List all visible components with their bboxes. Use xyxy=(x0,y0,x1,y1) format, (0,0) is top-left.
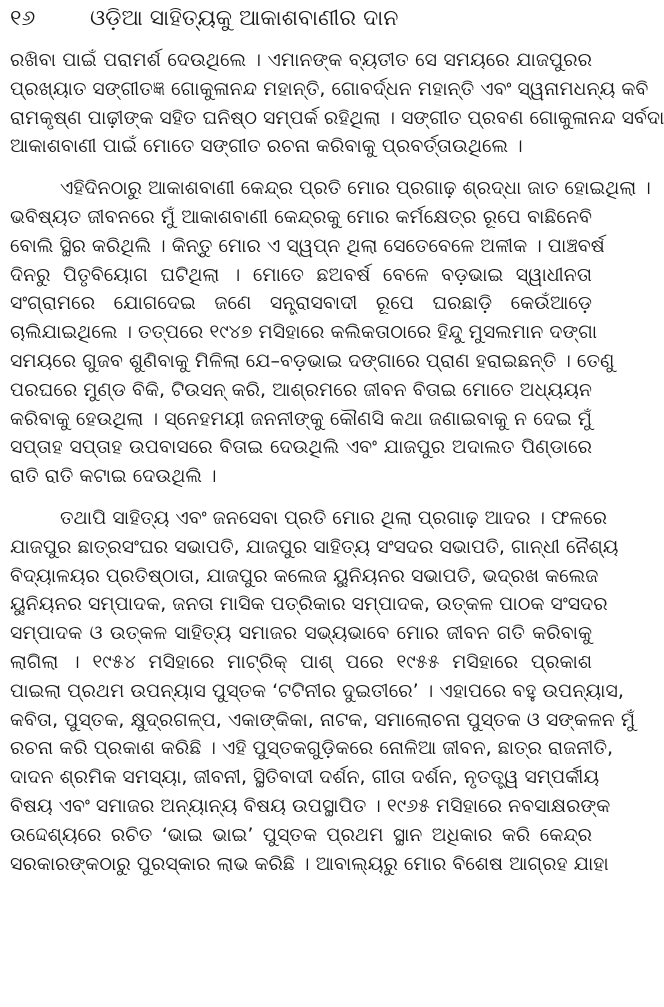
page-number: ୧୬ xyxy=(10,6,36,31)
text-line: କବିତା, ପୁସ୍ତକ, କ୍ଷୁଦ୍ରଗଳ୍ପ, ଏକାଙ୍କିକା, ନାଟକ, ସମାଲୋଚନା ପୁସ୍ତକ ଓ ସଙ୍କଳନ ମୁଁ xyxy=(10,708,636,731)
text-line: ଭବିଷ୍ୟତ ଜୀବନରେ ମୁଁ ଆକାଶବାଣୀ କେନ୍ଦ୍ରକୁ ମୋର କର୍ମକ୍ଷେତ୍ର ରୂପେ ବାଛିନେବି xyxy=(10,205,592,228)
text-line: ଲାଗିଲା । ୧୯୫୪ ମସିହାରେ ମାଟ୍ରିକ୍ ପାଶ୍ ପରେ ୧୯୫୫ ମସିହାରେ ପ୍ରକାଶ xyxy=(10,650,592,673)
text-line: ୟୁନିୟନର ସମ୍ପାଦକ, ଜନତା ମାସିକ ପତ୍ରିକାର ସମ୍ପାଦକ, ଉତ୍କଳ ପାଠକ ସଂସଦର xyxy=(10,593,608,616)
text-line: ବିଦ୍ୟାଳୟର ପ୍ରତିଷ୍ଠାତା, ଯାଜପୁର କଲେଜ ୟୁନିୟନର ସଭାପତି, ଭଦ୍ରଖ କଲେଜ xyxy=(10,564,599,587)
text-line: ସପ୍ତାହ ସପ୍ତାହ ଉପବାସରେ ବିତାଇ ଦେଉଥିଲି ଏବଂ ଯାଜପୁର ଅଦାଲତ ପିଣ୍ଡାରେ xyxy=(10,436,592,459)
text-line: ରଖିବା ପାଇଁ ପରାମର୍ଶ ଦେଉଥିଲେ । ଏମାନଙ୍କ ବ୍ୟତୀତ ସେ ସମୟରେ ଯାଜପୁରର xyxy=(10,49,592,71)
paragraph-2 xyxy=(10,174,651,491)
text-line: ରଚନା କରି ପ୍ରକାଶ କରିଛି । ଏହି ପୁସ୍ତକଗୁଡ଼ିକରେ ନୋଳିଆ ଜୀବନ, ଛାତ୍ର ରାଜନୀତି, xyxy=(10,737,614,760)
text-line: ପରଘରେ ମୁଣ୍ଡ ବିକି, ଟିଉସନ୍ କରି, ଆଶ୍ରମରେ ଜୀବନ ବିତାଇ ମୋତେ ଅଧ୍ୟୟନ xyxy=(10,378,592,401)
text-line: ଆକାଶବାଣୀ ପାଇଁ ମୋତେ ସଙ୍ଗୀତ ରଚନା କରିବାକୁ ପ୍ରବର୍ତ୍ତାଉଥିଲେ । xyxy=(10,135,523,158)
paragraph-3 xyxy=(10,504,636,878)
text-line: ସମ୍ପାଦକ ଓ ଉତ୍କଳ ସାହିତ୍ୟ ସମାଜର ସଭ୍ୟଭାବେ ମୋର ଜୀବନ ଗତି କରିବାକୁ xyxy=(10,622,592,645)
text-line: ଚାଲିଯାଇଥିଲେ । ତତ୍ପରେ ୧୯୪୭ ମସିହାରେ କଲିକତାଠାରେ ହିନ୍ଦୁ ମୁସଲମାନ ଦଙ୍ଗା xyxy=(10,321,598,344)
text-line: ସଂଗ୍ରାମରେ ଯୋଗଦେଇ ଜଣେ ସନ୍ତ୍ରାସବାଦୀ ରୂପେ ଘରଛାଡ଼ି କେଉଁଆଡ଼େ xyxy=(10,292,592,315)
text-line: ପ୍ରଖ୍ୟାତ ସଙ୍ଗୀତଜ୍ଞ ଗୋକୁଳାନନ୍ଦ ମହାନ୍ତି, ଗୋବର୍ଦ୍ଧନ ମହାନ୍ତି ଏବଂ ସ୍ୱନାମଧନ୍ୟ କବି xyxy=(10,77,649,100)
text-line: ରାମକୃଷ୍ଣ ପାଢ଼ୀଙ୍କ ସହିତ ଘନିଷ୍ଠ ସମ୍ପର୍କ ରହିଥିଲା । ସଙ୍ଗୀତ ପ୍ରବଣ ଗୋକୁଳାନନ୍ଦ ସର୍ବଦା xyxy=(10,106,664,129)
text-line: ଦାଦନ ଶ୍ରମିକ ସମସ୍ୟା, ଜୀବନୀ, ସ୍ଥିତିବାଦୀ ଦର୍ଶନ, ଗୀତା ଦର୍ଶନ, ନୃତତ୍ତ୍ୱ ସମ୍ପର୍କୀୟ xyxy=(10,766,600,789)
text-line: ସମୟରେ ଗୁଜବ ଶୁଣିବାକୁ ମିଳିଲା ଯେ–ବଡ଼ଭାଇ ଦଙ୍ଗାରେ ପ୍ରାଣ ହରାଇଛନ୍ତି । ତେଣୁ xyxy=(10,349,615,372)
text-line: ଦିନରୁ ପିତୃବିୟୋଗ ଘଟିଥିଲା । ମୋତେ ଛଅବର୍ଷ ବେଳେ ବଡ଼ଭାଇ ସ୍ୱାଧୀନତା xyxy=(10,263,592,286)
paragraph-1 xyxy=(10,46,664,161)
text-line: ବୋଲି ସ୍ଥିର କରିଥିଲି । କିନ୍ତୁ ମୋର ଏ ସ୍ୱପ୍ନ ଥିଲା ସେତେବେଳେ ଅଳୀକ । ପାଞ୍ଚବର୍ଷ xyxy=(10,234,605,257)
text-line: ରାତି ରାତି କଟାଇ ଦେଉଥିଲି । xyxy=(10,465,217,488)
text-line: ସରକାରଙ୍କଠାରୁ ପୁରସ୍କାର ଲାଭ କରିଛି । ଆବାଲ୍ୟରୁ ମୋର ବିଶେଷ ଆଗ୍ରହ ଯାହା xyxy=(10,852,609,875)
running-title: ଓଡ଼ିଆ ସାହିତ୍ୟକୁ ଆକାଶବାଣୀର ଦାନ xyxy=(90,6,399,31)
text-line: ବିଷୟ ଏବଂ ସମାଜର ଅନ୍ୟାନ୍ୟ ବିଷୟ ଉପସ୍ଥାପିତ । ୧୯୬୫ ମସିହାରେ ନବସାକ୍ଷରଙ୍କ xyxy=(10,794,611,817)
text-line: ଯାଜପୁର ଛାତ୍ରସଂଘର ସଭାପତି, ଯାଜପୁର ସାହିତ୍ୟ ସଂସଦର ସଭାପତି, ଗାନ୍ଧୀ ନୈଶ୍ୟ xyxy=(10,535,619,558)
text-line: ପାଇଲା ପ୍ରଥମ ଉପନ୍ୟାସ ପୁସ୍ତକ ‘ଟଟିନୀର ଦୁଇତୀରେ’ । ଏହାପରେ ବହୁ ଉପନ୍ୟାସ, xyxy=(10,679,624,702)
text-line: ତଥାପି ସାହିତ୍ୟ ଏବଂ ଜନସେବା ପ୍ରତି ମୋର ଥିଲା ପ୍ରଗାଢ଼ ଆଦର । ଫଳରେ xyxy=(60,506,608,529)
body-text xyxy=(10,46,664,878)
running-header xyxy=(10,0,592,46)
text-line: କରିବାକୁ ହେଉଥିଲା । ସ୍ନେହମୟୀ ଜନନୀଙ୍କୁ କୌଣସି କଥା ଜଣାଇବାକୁ ନ ଦେଇ ମୁଁ xyxy=(10,407,592,430)
text-line: ଏହିଦିନଠାରୁ ଆକାଶବାଣୀ କେନ୍ଦ୍ର ପ୍ରତି ମୋର ପ୍ରଗାଢ଼ ଶ୍ରଦ୍ଧା ଜାତ ହୋଇଥିଲା । xyxy=(60,177,651,200)
text-line: ଉଦ୍ଦେଶ୍ୟରେ ରଚିତ ‘ଭାଇ ଭାଇ’ ପୁସ୍ତକ ପ୍ରଥମ ସ୍ଥାନ ଅଧିକାର କରି କେନ୍ଦ୍ର xyxy=(10,823,592,846)
